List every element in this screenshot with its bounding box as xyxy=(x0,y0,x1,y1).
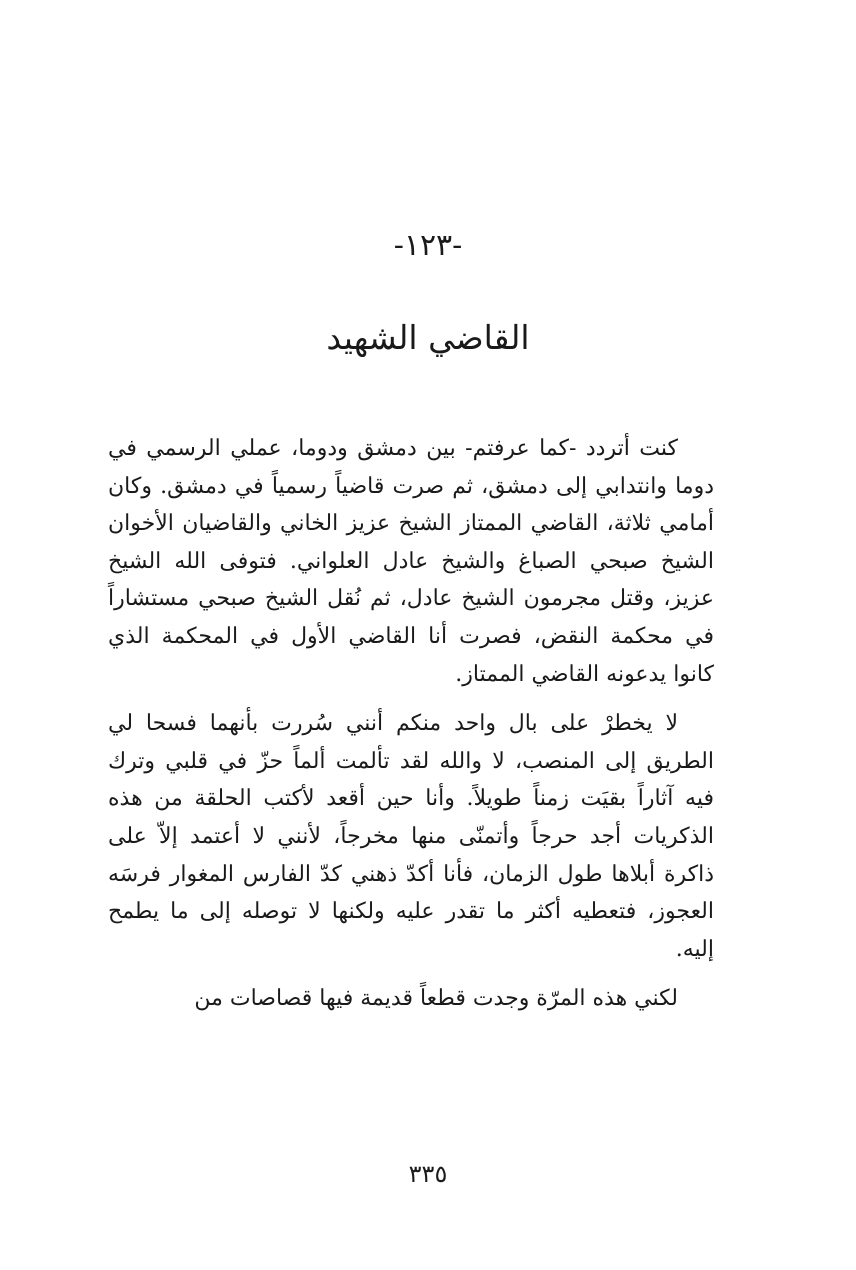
chapter-title: القاضي الشهيد xyxy=(326,318,530,357)
page-number: ٣٣٥ xyxy=(408,1160,448,1188)
paragraph-3: لكني هذه المرّة وجدت قطعاً قديمة فيها قصاصات من xyxy=(194,986,678,1012)
body-text xyxy=(108,430,714,1030)
chapter-number: -١٢٣- xyxy=(393,228,463,263)
paragraph-2: لا يخطرْ على بال واحد منكم أنني سُررت بأنهما فسحا لي الطريق إلى المنصب، لا والله لقد تألمت ألماً حزّ في قلبي وترك فيه آثاراً بقيَت زمناً طويلاً. وأنا حين أقعد لأكتب الحلقة من هذه الذكريات أجد حرجاً وأتمنّى منها مخرجاً، لأنني لا أعتمد إلاّ على ذاكرة أبلاها طول الزمان، فأنا أكدّ ذهني كدّ الفارس المغوار فرسَه العجوز، فتعطيه أكثر ما تقدر عليه ولكنها لا توصله إلى ما يطمح إليه. xyxy=(108,711,714,962)
paragraph-1: كنت أتردد -كما عرفتم- بين دمشق ودوما، عملي الرسمي في دوما وانتدابي إلى دمشق، ثم صرت قاضياً رسمياً في دمشق. وكان أمامي ثلاثة، القاضي الممتاز الشيخ عزيز الخاني والقاضيان الأخوان الشيخ صبحي الصباغ والشيخ عادل العلواني. فتوفى الله الشيخ عزيز، وقتل مجرمون الشيخ عادل، ثم نُقل الشيخ صبحي مستشاراً في محكمة النقض، فصرت أنا القاضي الأول في المحكمة الذي كانوا يدعونه القاضي الممتاز. xyxy=(108,436,714,687)
